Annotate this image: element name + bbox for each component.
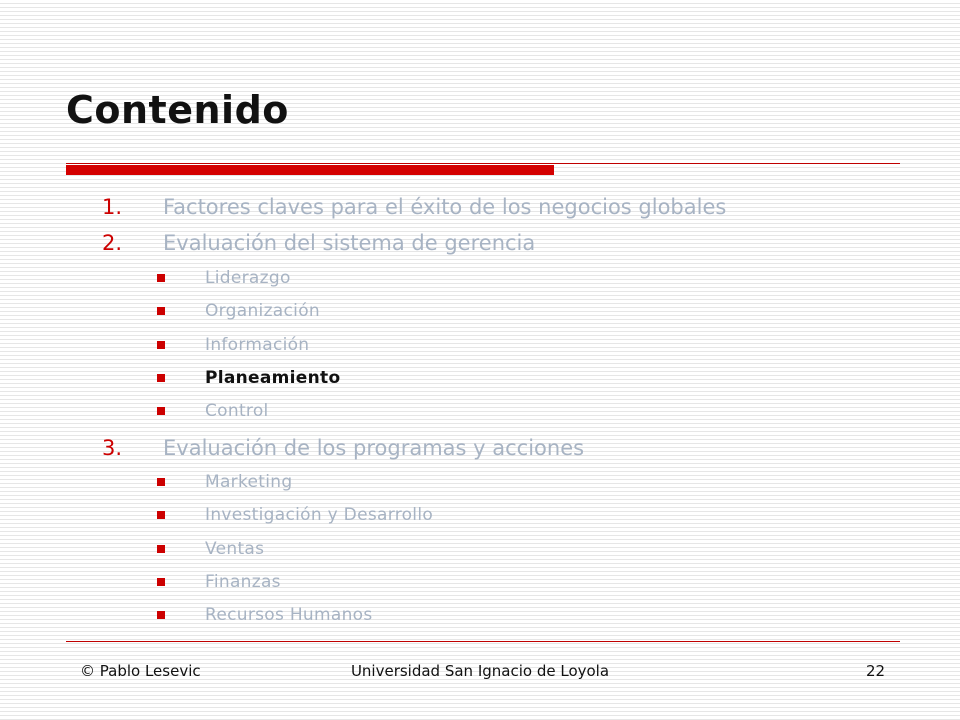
square-bullet-icon bbox=[157, 341, 165, 349]
square-bullet-icon bbox=[157, 545, 165, 553]
square-bullet-icon bbox=[157, 478, 165, 486]
subitem-label: Liderazgo bbox=[205, 268, 291, 288]
subitem-label: Investigación y Desarrollo bbox=[205, 505, 434, 525]
subitem-label-active: Planeamiento bbox=[205, 368, 341, 388]
section-number: 2. bbox=[102, 231, 123, 255]
subitem-label: Información bbox=[205, 335, 310, 355]
subitem-label: Control bbox=[205, 401, 269, 421]
section-label: Evaluación de los programas y acciones bbox=[163, 436, 585, 460]
square-bullet-icon bbox=[157, 374, 165, 382]
title-divider-thin bbox=[66, 163, 900, 164]
square-bullet-icon bbox=[157, 307, 165, 315]
square-bullet-icon bbox=[157, 511, 165, 519]
subitem-label: Marketing bbox=[205, 472, 293, 492]
square-bullet-icon bbox=[157, 578, 165, 586]
footer-author: © Pablo Lesevic bbox=[80, 662, 201, 680]
subitem-label: Ventas bbox=[205, 539, 265, 559]
section-number: 3. bbox=[102, 436, 123, 460]
square-bullet-icon bbox=[157, 274, 165, 282]
page-number: 22 bbox=[866, 662, 886, 680]
subitem-label: Recursos Humanos bbox=[205, 605, 373, 625]
slide-title: Contenido bbox=[66, 88, 289, 132]
footer-divider bbox=[66, 641, 900, 642]
title-divider-thick bbox=[66, 165, 554, 175]
square-bullet-icon bbox=[157, 407, 165, 415]
subitem-label: Organización bbox=[205, 301, 320, 321]
section-label: Factores claves para el éxito de los negocios globales bbox=[163, 195, 727, 219]
square-bullet-icon bbox=[157, 611, 165, 619]
section-number: 1. bbox=[102, 195, 123, 219]
subitem-label: Finanzas bbox=[205, 572, 281, 592]
section-label: Evaluación del sistema de gerencia bbox=[163, 231, 536, 255]
footer-institution: Universidad San Ignacio de Loyola bbox=[350, 662, 610, 680]
